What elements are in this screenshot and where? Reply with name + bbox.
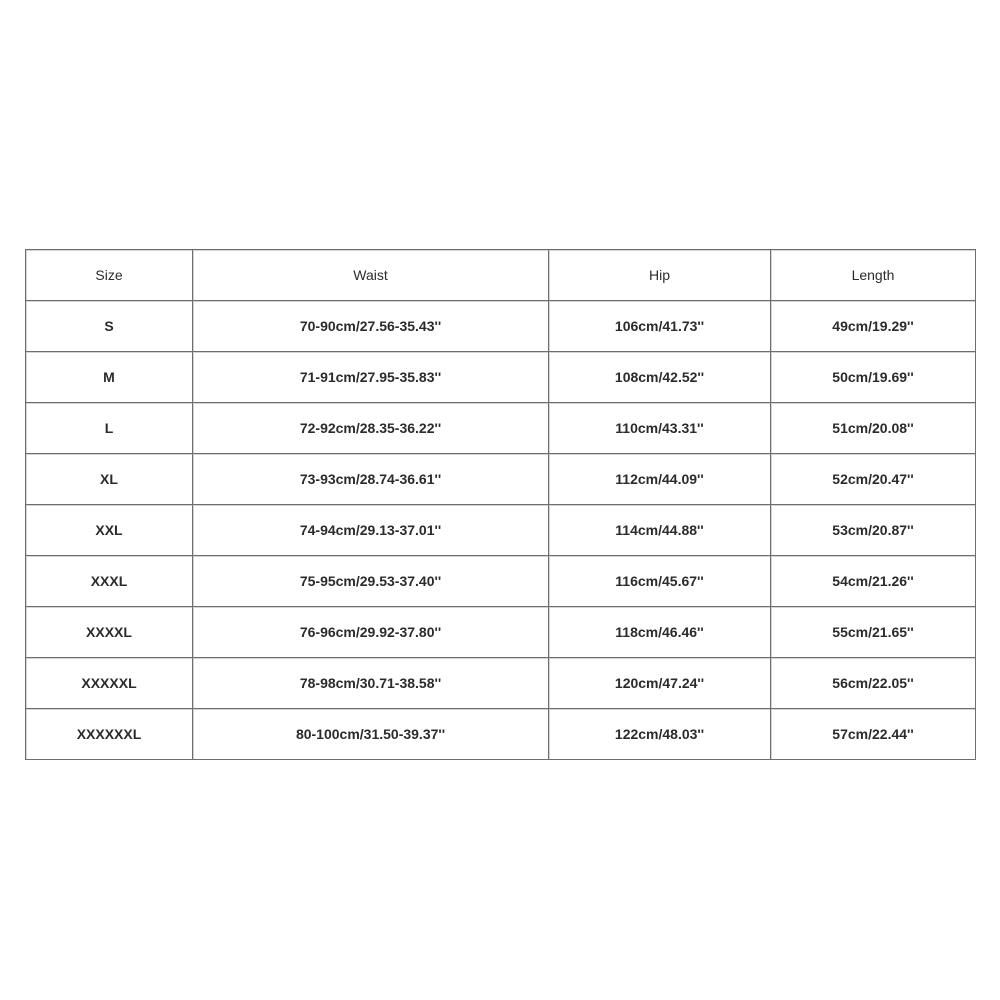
cell-waist: 74-94cm/29.13-37.01'' <box>193 505 549 556</box>
table-row <box>26 505 976 556</box>
table-row <box>26 607 976 658</box>
cell-size: XXL <box>26 505 193 556</box>
cell-hip: 120cm/47.24'' <box>549 658 771 709</box>
cell-size: XXXXXXL <box>26 709 193 760</box>
table-row <box>26 556 976 607</box>
cell-length: 55cm/21.65'' <box>771 607 976 658</box>
table-row <box>26 658 976 709</box>
header-waist: Waist <box>193 250 549 301</box>
cell-waist: 71-91cm/27.95-35.83'' <box>193 352 549 403</box>
table-row <box>26 403 976 454</box>
table-row <box>26 454 976 505</box>
cell-waist: 72-92cm/28.35-36.22'' <box>193 403 549 454</box>
cell-size: XL <box>26 454 193 505</box>
header-length: Length <box>771 250 976 301</box>
table-row <box>26 301 976 352</box>
cell-size: L <box>26 403 193 454</box>
cell-size: M <box>26 352 193 403</box>
cell-length: 56cm/22.05'' <box>771 658 976 709</box>
cell-length: 51cm/20.08'' <box>771 403 976 454</box>
header-hip: Hip <box>549 250 771 301</box>
cell-size: XXXXXL <box>26 658 193 709</box>
cell-hip: 118cm/46.46'' <box>549 607 771 658</box>
table-row <box>26 352 976 403</box>
cell-length: 53cm/20.87'' <box>771 505 976 556</box>
cell-waist: 80-100cm/31.50-39.37'' <box>193 709 549 760</box>
cell-length: 50cm/19.69'' <box>771 352 976 403</box>
cell-length: 54cm/21.26'' <box>771 556 976 607</box>
cell-length: 49cm/19.29'' <box>771 301 976 352</box>
header-size: Size <box>26 250 193 301</box>
cell-hip: 114cm/44.88'' <box>549 505 771 556</box>
cell-length: 52cm/20.47'' <box>771 454 976 505</box>
cell-waist: 78-98cm/30.71-38.58'' <box>193 658 549 709</box>
cell-size: XXXXL <box>26 607 193 658</box>
cell-size: XXXL <box>26 556 193 607</box>
cell-length: 57cm/22.44'' <box>771 709 976 760</box>
table-header-row <box>26 250 976 301</box>
cell-hip: 110cm/43.31'' <box>549 403 771 454</box>
cell-hip: 112cm/44.09'' <box>549 454 771 505</box>
cell-waist: 75-95cm/29.53-37.40'' <box>193 556 549 607</box>
cell-waist: 70-90cm/27.56-35.43'' <box>193 301 549 352</box>
size-chart-table <box>25 249 976 760</box>
cell-hip: 122cm/48.03'' <box>549 709 771 760</box>
cell-waist: 73-93cm/28.74-36.61'' <box>193 454 549 505</box>
cell-hip: 106cm/41.73'' <box>549 301 771 352</box>
cell-hip: 116cm/45.67'' <box>549 556 771 607</box>
cell-size: S <box>26 301 193 352</box>
cell-hip: 108cm/42.52'' <box>549 352 771 403</box>
table-row <box>26 709 976 760</box>
cell-waist: 76-96cm/29.92-37.80'' <box>193 607 549 658</box>
